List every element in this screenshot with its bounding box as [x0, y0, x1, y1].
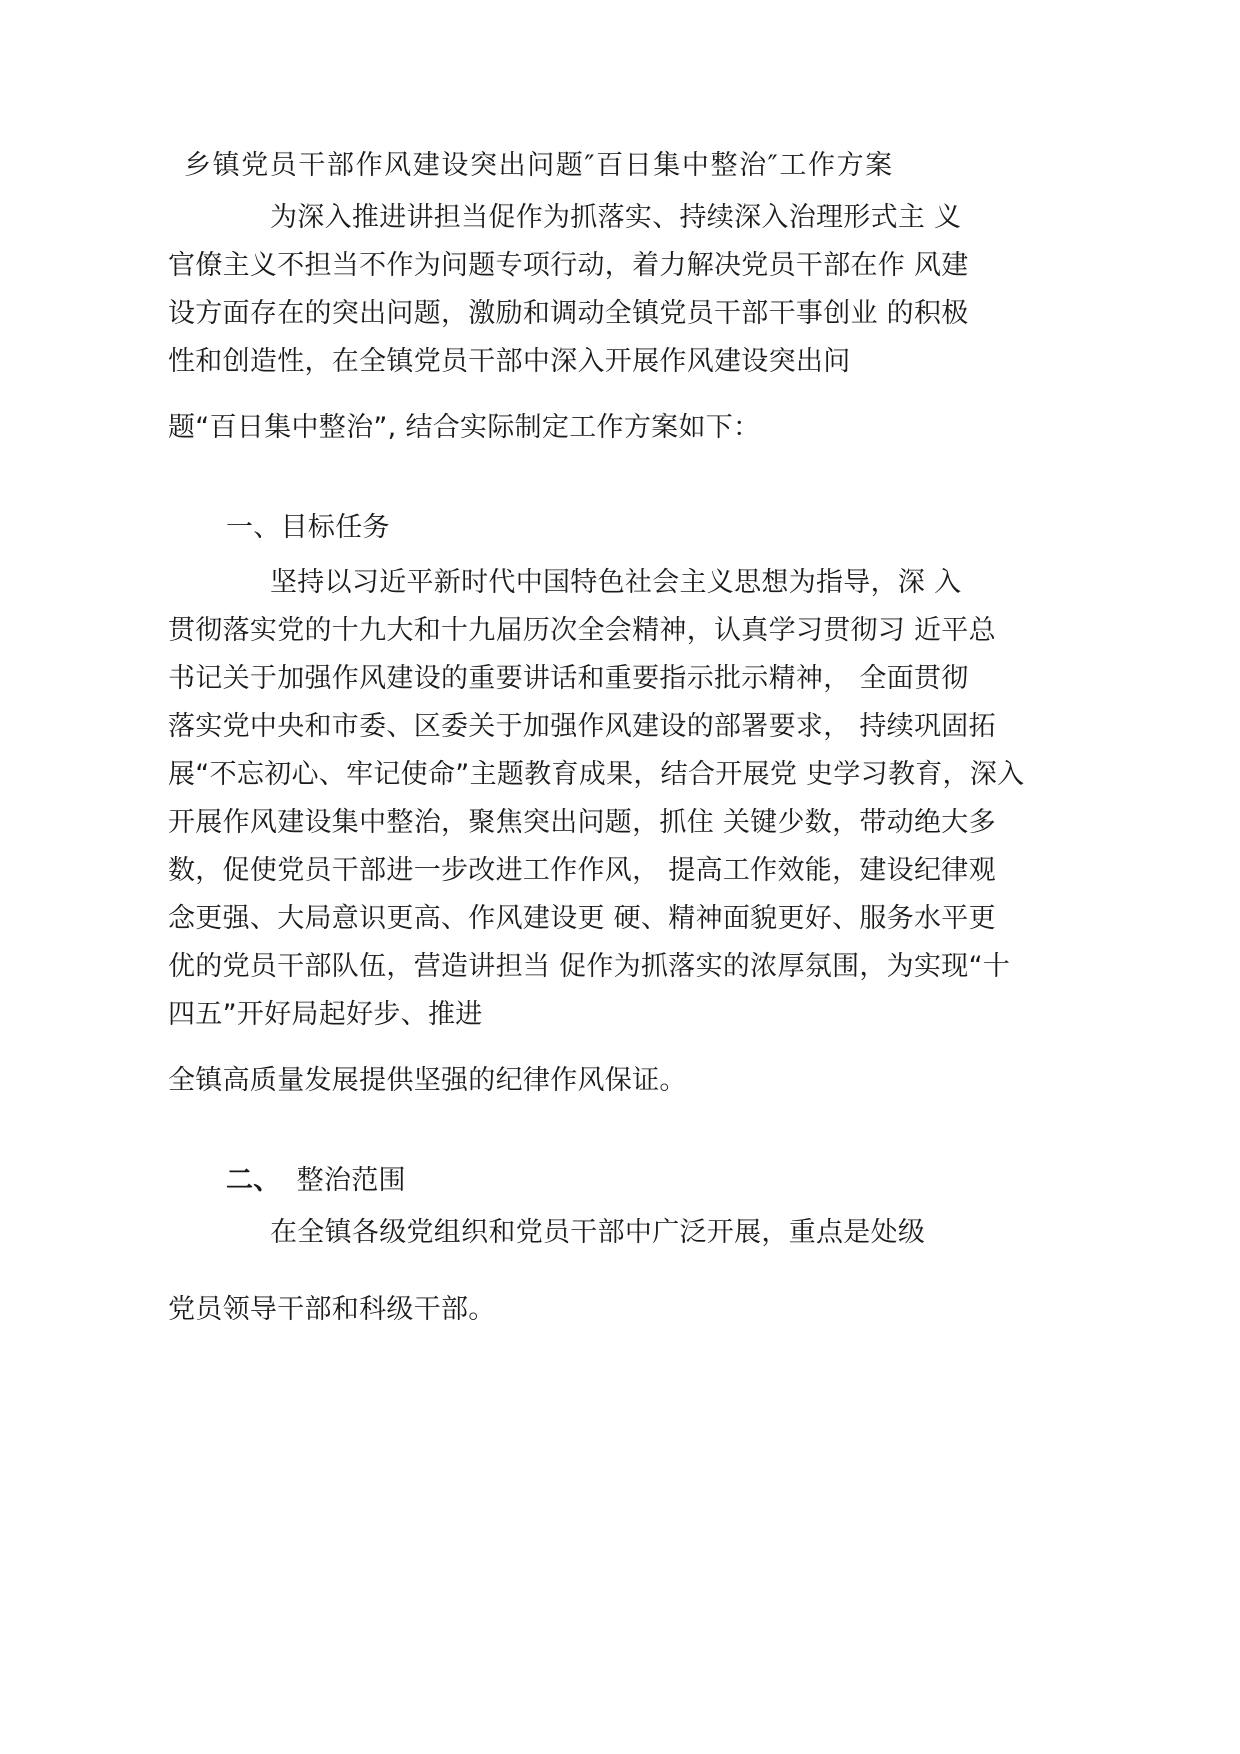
intro-line-3: 设方面存在的突出问题，激励和调动全镇党员干部干事创业 的积极: [168, 298, 969, 329]
section-1-line-6: 开展作风建设集中整治，聚焦突出问题，抓住 关键少数，带动绝大多: [168, 807, 996, 838]
section-1-line-9: 优的党员干部队伍，营造讲担当 促作为抓落实的浓厚氛围，为实现“十: [168, 951, 1011, 982]
section-1-line-5: 展“不忘初心、牢记使命”主题教育成果，结合开展党 史学习教育，深入: [168, 759, 1025, 790]
section-2-line-2: 党员领导干部和科级干部。: [168, 1294, 496, 1325]
intro-line-1: 为深入推进讲担当促作为抓落实、持续深入治理形式主 义: [270, 202, 962, 233]
section-1-line-3: 书记关于加强作风建设的重要讲话和重要指示批示精神， 全面贯彻: [168, 663, 969, 694]
section-1-line-10: 四五”开好局起好步、推进: [168, 999, 483, 1030]
section-1-line-1: 坚持以习近平新时代中国特色社会主义思想为指导，深 入: [270, 567, 962, 598]
intro-line-4: 性和创造性，在全镇党员干部中深入开展作风建设突出问: [168, 346, 851, 377]
intro-line-2: 官僚主义不担当不作为问题专项行动，着力解决党员干部在作 风建: [168, 250, 969, 281]
section-1-line-2: 贯彻落实党的十九大和十九届历次全会精神，认真学习贯彻习 近平总: [168, 615, 996, 646]
document-title: 乡镇党员干部作风建设突出问题″百日集中整治″工作方案: [184, 150, 894, 181]
section-1-line-11: 全镇高质量发展提供坚强的纪律作风保证。: [168, 1065, 687, 1096]
section-1-line-4: 落实党中央和市委、区委关于加强作风建设的部署要求， 持续巩固拓: [168, 711, 996, 742]
section-2-heading: [226, 1161, 406, 1201]
intro-line-5: 题“百日集中整治”, 结合实际制定工作方案如下：: [168, 412, 761, 443]
section-1-line-7: 数，促使党员干部进一步改进工作作风， 提高工作效能，建设纪律观: [168, 855, 996, 886]
section-1-line-8: 念更强、大局意识更高、作风建设更 硬、精神面貌更好、服务水平更: [168, 903, 996, 934]
section-2-line-1: 在全镇各级党组织和党员干部中广泛开展，重点是处级: [270, 1217, 926, 1248]
section-2-heading-number: 二、: [226, 1165, 281, 1196]
section-2-heading-text: 整治范围: [296, 1165, 406, 1196]
section-1-heading: 一、目标任务: [226, 512, 390, 543]
